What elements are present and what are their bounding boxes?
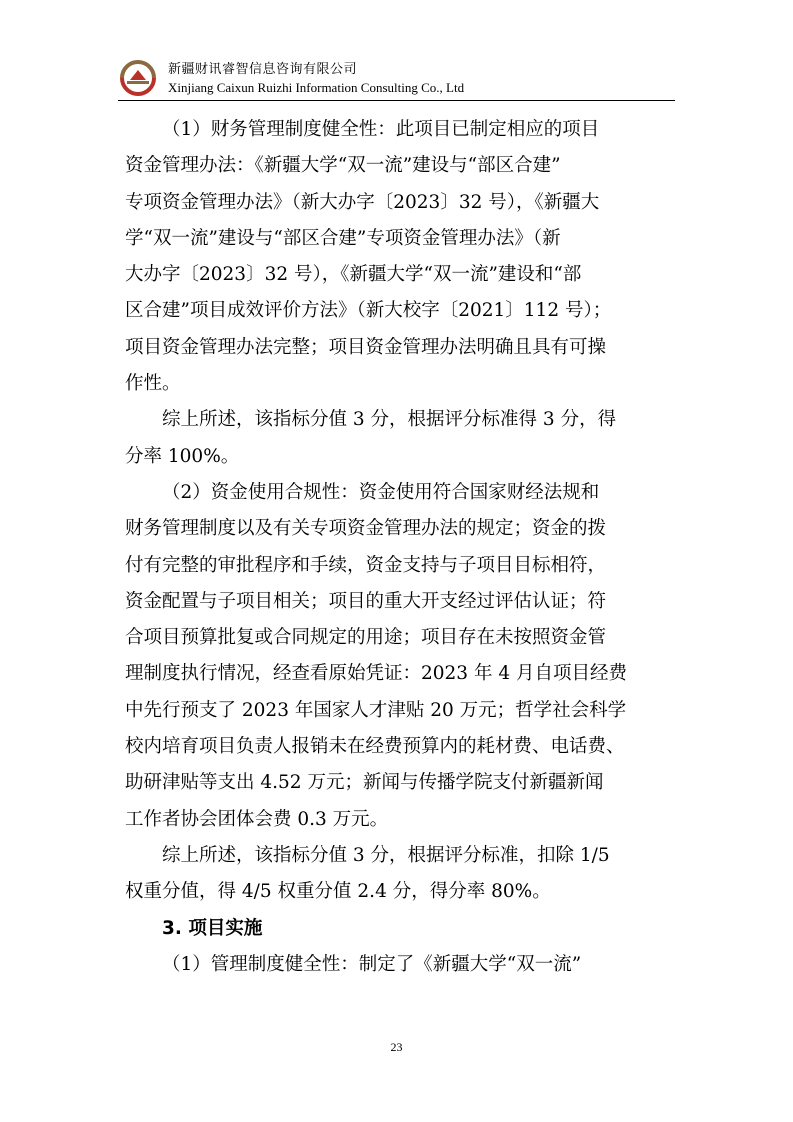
body-text: [125, 112, 677, 983]
paragraph-line: 理制度执行情况，经查看原始凭证：2023 年 4 月自项目经费: [125, 663, 627, 685]
paragraph-line: 校内培育项目负责人报销未在经费预算内的耗材费、电话费、: [125, 736, 625, 758]
paragraph-line: （1）管理制度健全性：制定了《新疆大学“双一流”: [162, 953, 582, 975]
paragraph-line: 助研津贴等支出 4.52 万元；新闻与传播学院支付新疆新闻: [125, 772, 604, 794]
paragraph-line: （2）资金使用合规性：资金使用符合国家财经法规和: [162, 481, 600, 503]
section-heading: 3. 项目实施: [162, 917, 263, 939]
paragraph-line: 区合建”项目成效评价方法》（新大校字〔2021〕112 号）；: [125, 300, 612, 322]
page-number: 23: [390, 1040, 403, 1054]
company-name-en: Xinjiang Caixun Ruizhi Information Consulting Co., Ltd: [168, 80, 465, 95]
page-header: [118, 52, 675, 100]
company-logo-icon: [118, 56, 158, 96]
header-divider: [118, 100, 675, 101]
company-name-cn: 新疆财讯睿智信息咨询有限公司: [168, 62, 358, 77]
paragraph-line: 综上所述，该指标分值 3 分，根据评分标准，扣除 1/5: [162, 844, 610, 866]
paragraph-line: 资金配置与子项目相关；项目的重大开支经过评估认证；符: [125, 590, 607, 612]
paragraph-line: 中先行预支了 2023 年国家人才津贴 20 万元；哲学社会科学: [125, 699, 627, 721]
paragraph-line: 大办字〔2023〕32 号），《新疆大学“双一流”建设和“部: [125, 264, 582, 286]
paragraph-line: 付有完整的审批程序和手续，资金支持与子项目目标相符，: [125, 554, 607, 576]
paragraph-line: 资金管理办法：《新疆大学“双一流”建设与“部区合建”: [125, 155, 561, 177]
paragraph-line: 工作者协会团体会费 0.3 万元。: [125, 808, 389, 830]
paragraph-line: 综上所述，该指标分值 3 分，根据评分标准得 3 分，得: [162, 409, 617, 431]
paragraph-line: 学“双一流”建设与“部区合建”专项资金管理办法》（新: [125, 227, 561, 249]
paragraph-line: 项目资金管理办法完整；项目资金管理办法明确且具有可操: [125, 336, 607, 358]
paragraph-line: 专项资金管理办法》（新大办字〔2023〕32 号），《新疆大: [125, 191, 600, 213]
paragraph-line: 分率 100%。: [125, 445, 240, 467]
paragraph-line: （1）财务管理制度健全性：此项目已制定相应的项目: [162, 119, 600, 140]
paragraph-line: 财务管理制度以及有关专项资金管理办法的规定；资金的拨: [125, 518, 607, 540]
paragraph-line: 合项目预算批复或合同规定的用途；项目存在未按照资金管: [125, 627, 607, 649]
paragraph-line: 权重分值，得 4/5 权重分值 2.4 分，得分率 80%。: [125, 881, 551, 903]
paragraph-line: 作性。: [125, 373, 181, 395]
